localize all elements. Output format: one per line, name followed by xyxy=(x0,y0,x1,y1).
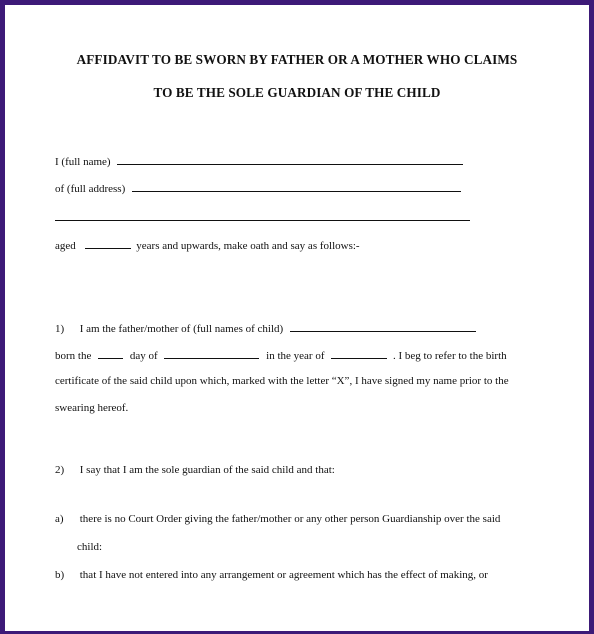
item-b-text-1: that I have not entered into any arrangement or agreement which has the effect of making, or xyxy=(79,569,488,581)
child-names-blank[interactable] xyxy=(290,320,476,332)
item-b-row-1 xyxy=(55,569,488,581)
paragraph-1-row-2 xyxy=(55,347,507,362)
in-the-year-of-label: in the year of xyxy=(266,350,325,362)
aged-suffix: years and upwards, make oath and say as follows:- xyxy=(136,240,360,252)
born-the-label: born the xyxy=(55,350,92,362)
full-name-label: I (full name) xyxy=(55,156,111,168)
document-title-line-2: TO BE THE SOLE GUARDIAN OF THE CHILD xyxy=(153,85,441,100)
aged-blank[interactable] xyxy=(85,237,131,249)
full-name-blank[interactable] xyxy=(117,153,463,165)
full-address-label: of (full address) xyxy=(55,183,126,195)
item-a-row-1 xyxy=(55,513,500,525)
full-address-blank[interactable] xyxy=(132,180,461,192)
paragraph-1-row-4: swearing hereof. xyxy=(55,402,129,414)
paragraph-1-number: 1) xyxy=(55,323,65,335)
item-a-row-2: child: xyxy=(77,541,103,553)
full-address-row xyxy=(55,180,461,195)
full-name-row xyxy=(55,153,463,168)
item-a-label: a) xyxy=(55,513,64,525)
item-b-label: b) xyxy=(55,569,65,581)
aged-label: aged xyxy=(55,240,76,252)
day-of-label: day of xyxy=(129,350,158,362)
document-title-line-1: AFFIDAVIT TO BE SWORN BY FATHER OR A MOTHER WHO CLAIMS xyxy=(76,52,518,67)
paragraph-1-row-1 xyxy=(55,320,476,335)
paragraph-2-text: I say that I am the sole guardian of the said child and that: xyxy=(79,464,335,476)
birth-month-blank[interactable] xyxy=(164,347,259,359)
aged-row xyxy=(55,237,360,252)
item-a-text-1: there is no Court Order giving the father/mother or any other person Guardianship over the said xyxy=(79,513,501,525)
full-address-continuation-row xyxy=(55,209,470,224)
birth-day-blank[interactable] xyxy=(98,347,123,359)
document-page xyxy=(5,5,589,631)
full-address-continuation-blank[interactable] xyxy=(55,209,470,221)
paragraph-1-row-3: certificate of the said child upon which, marked with the letter “X”, I have signed my name prior to the xyxy=(55,375,509,387)
beg-to-refer-text: . I beg to refer to the birth xyxy=(393,350,507,362)
paragraph-1-text-1: I am the father/mother of (full names of child) xyxy=(79,323,284,335)
paragraph-2-number: 2) xyxy=(55,464,65,476)
paragraph-2-row xyxy=(55,464,335,476)
birth-year-blank[interactable] xyxy=(331,347,387,359)
